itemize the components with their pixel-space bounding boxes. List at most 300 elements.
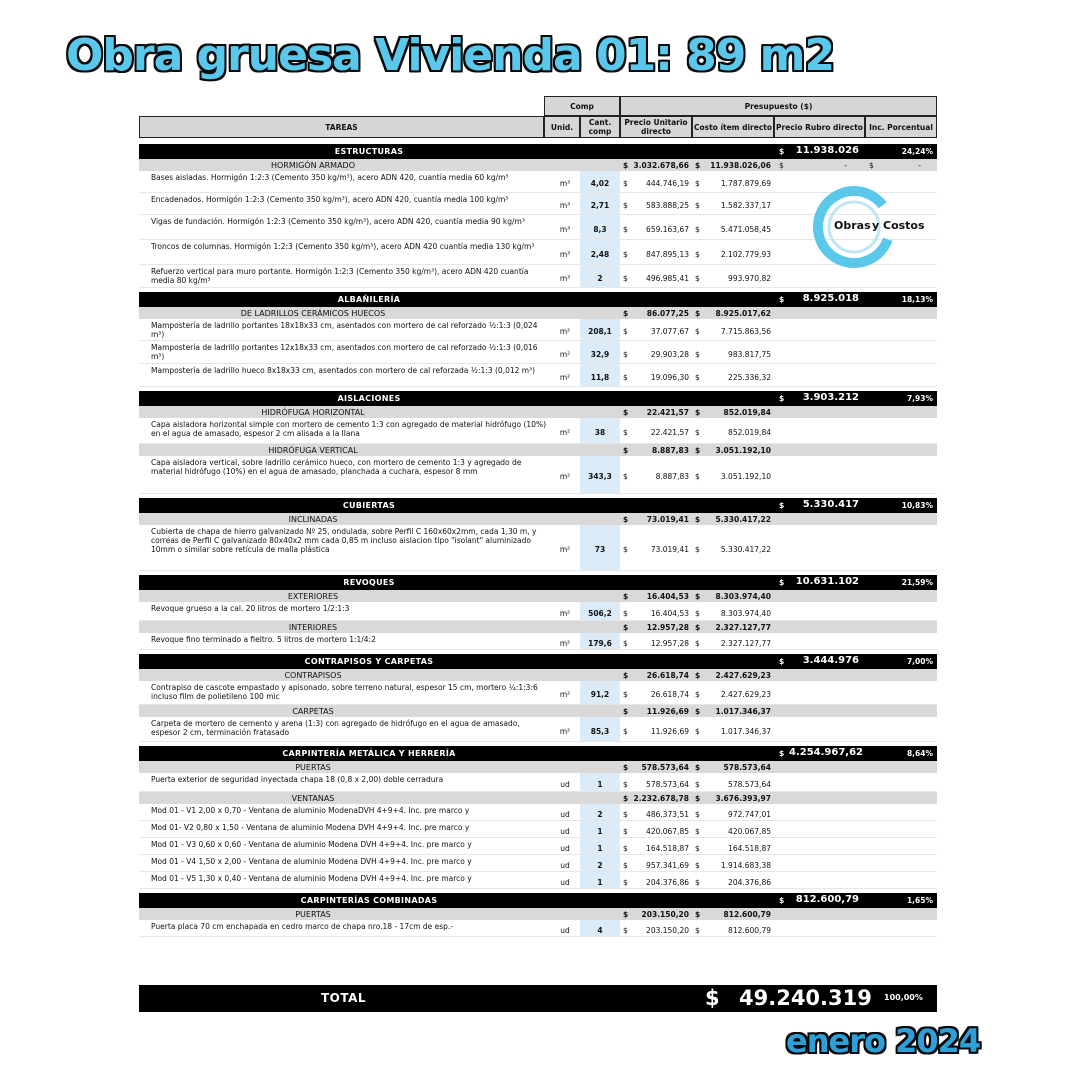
section-row [139, 746, 937, 761]
currency-symbol: $ [623, 926, 628, 935]
currency-symbol: $ [623, 794, 629, 803]
task-description: Mod 01 - V1 2,00 x 0,70 - Ventana de aluminio ModenaDVH 4+9+4. Inc. pre marco y [151, 806, 470, 815]
task-description: Contrapiso de cascote empastado y apisonado, sobre terreno natural, espesor 15 cm, mortero ¼:1:3:6 incluso film de polietileno 100 mic [151, 683, 538, 701]
unit: m² [559, 350, 571, 359]
currency-symbol: $ [623, 707, 629, 716]
item-cost: 7.715.863,56 [720, 327, 771, 336]
currency-symbol: $ [779, 749, 785, 758]
table-header [139, 96, 937, 144]
currency-symbol: $ [623, 878, 628, 887]
unit: m² [559, 690, 571, 699]
currency-symbol: $ [623, 250, 628, 259]
currency-symbol: $ [623, 428, 628, 437]
currency-symbol: $ [695, 274, 700, 283]
task-description: Puerta placa 70 cm enchapada en cedro marco de chapa nro.18 - 17cm de esp.- [151, 922, 454, 931]
group-unit-price: 26.618,74 [646, 671, 689, 680]
group-row [139, 307, 937, 319]
currency-symbol: $ [695, 827, 700, 836]
quantity: 1 [597, 780, 603, 789]
unit: ud [560, 861, 570, 870]
currency-symbol: $ [695, 671, 701, 680]
group-item-cost: 812.600,79 [723, 910, 771, 919]
page-title: Obra gruesa Vivienda 01: 89 m2 [66, 30, 835, 81]
currency-symbol: $ [695, 428, 700, 437]
section-row [139, 391, 937, 406]
task-description: Cubierta de chapa de hierro galvanizado Nº 25, ondulada, sobre Perfil C 160x60x2mm, cada 1,30 m, y correas de Perfil C galvanizado 80x40x2 mm cada 0,85 m incluso aislacion tipo "isolant" aluminizado 10mm o similar sobre retícula de malla plástica [151, 527, 537, 554]
group-name: DE LADRILLOS CERÁMICOS HUECOS [240, 309, 386, 318]
unit: ud [560, 926, 570, 935]
quantity: 179,6 [588, 639, 612, 648]
unit-price: 29.903,28 [650, 350, 689, 359]
unit: m³ [559, 201, 571, 210]
currency-symbol: $ [623, 446, 629, 455]
currency-symbol: $ [623, 910, 629, 919]
section-row [139, 654, 937, 669]
table-row [139, 821, 937, 838]
currency-symbol: $ [695, 472, 700, 481]
group-pct: - [918, 161, 921, 170]
group-unit-price: 2.232.678,78 [633, 794, 689, 803]
item-cost: 2.102.779,93 [720, 250, 771, 259]
total-pct: 100,00% [884, 993, 923, 1002]
currency-symbol: $ [695, 179, 700, 188]
group-name: VENTANAS [291, 794, 335, 803]
group-name: PUERTAS [295, 763, 331, 772]
group-item-cost: 11.938.026,06 [710, 161, 771, 170]
item-cost: 2.427.629,23 [720, 690, 771, 699]
unit: m² [559, 727, 571, 736]
task-description: Puerta exterior de seguridad inyectada chapa 18 (0,8 x 2,00) doble cerradura [151, 775, 444, 784]
unit-price: 659.163,67 [646, 225, 689, 234]
group-unit-price: 22.421,57 [646, 408, 689, 417]
currency-symbol: $ [623, 727, 628, 736]
item-cost: 204.376,86 [728, 878, 771, 887]
unit-price: 16.404,53 [650, 609, 689, 618]
currency-symbol: $ [779, 147, 785, 156]
section-row [139, 575, 937, 590]
task-description: Revoque grueso a la cal. 20 litros de mortero 1/2:1:3 [151, 604, 350, 613]
quantity: 2 [597, 861, 603, 870]
unit: m³ [559, 179, 571, 188]
unit: m³ [559, 225, 571, 234]
task-description: Carpeta de mortero de cemento y arena (1:3) con agregado de hidrófugo en el agua de amasado, espesor 2 cm, terminación fratasado [151, 719, 520, 737]
quantity: 2,48 [590, 250, 610, 259]
task-description: Mod 01 - V4 1,50 x 2,00 - Ventana de aluminio Modena DVH 4+9+4. Inc. pre marco y [151, 857, 472, 866]
currency-symbol: $ [623, 671, 629, 680]
unit-price: 8.887,83 [655, 472, 689, 481]
currency-symbol: $ [695, 201, 700, 210]
unit: ud [560, 844, 570, 853]
unit-price: 578.573,64 [646, 780, 689, 789]
group-unit-price: 73.019,41 [646, 515, 689, 524]
group-item-cost: 8.925.017,62 [715, 309, 771, 318]
header-unid: Unid. [544, 116, 580, 138]
quantity: 506,2 [588, 609, 612, 618]
header-precio-rubro: Precio Rubro directo [774, 116, 865, 138]
currency-symbol: $ [695, 225, 700, 234]
table-row [139, 319, 937, 341]
table-row [139, 717, 937, 742]
currency-symbol: $ [623, 639, 628, 648]
section-row [139, 292, 937, 307]
task-description: Capa aisladora vertical, sobre ladrillo cerámico hueco, con mortero de cemento 1:3 y agregado de material hidrófugo (10%) en el agua de amasado, planchada a cuchara, espesor 8 mm [151, 458, 522, 476]
currency-symbol: $ [695, 161, 701, 170]
group-item-cost: 2.427.629,23 [715, 671, 771, 680]
header-comp: Comp [544, 96, 620, 116]
table-row [139, 681, 937, 705]
currency-symbol: $ [869, 161, 874, 170]
quantity: 1 [597, 844, 603, 853]
quantity: 4,02 [590, 179, 610, 188]
group-item-cost: 578.573,64 [723, 763, 771, 772]
group-unit-price: 11.926,69 [646, 707, 689, 716]
currency-symbol: $ [695, 545, 700, 554]
currency-symbol: $ [623, 408, 629, 417]
group-item-cost: 1.017.346,37 [715, 707, 771, 716]
group-item-cost: 3.676.393,97 [715, 794, 771, 803]
group-row [139, 621, 937, 633]
unit-price: 486.373,51 [646, 810, 689, 819]
group-row [139, 159, 937, 171]
item-cost: 1.582.337,17 [720, 201, 771, 210]
task-description: Mampostería de ladrillo hueco 8x18x33 cm, asentados con mortero de cal reforzada ½:1:3 (0,012 m³) [151, 366, 536, 375]
unit: m³ [559, 250, 571, 259]
item-cost: 225.336,32 [728, 373, 771, 382]
task-description: Refuerzo vertical para muro portante. Hormigón 1:2:3 (Cemento 350 kg/m³), acero ADN 420 cuantía media 80 kg/m³ [151, 267, 529, 285]
unit: ud [560, 810, 570, 819]
currency-symbol: $ [623, 179, 628, 188]
unit-price: 73.019,41 [650, 545, 689, 554]
currency-symbol: $ [623, 844, 628, 853]
header-costo-item: Costo ítem directo [692, 116, 774, 138]
group-name: INCLINADAS [288, 515, 338, 524]
report-date: enero 2024 [786, 1022, 981, 1060]
quantity: 2 [597, 810, 603, 819]
currency-symbol: $ [623, 350, 628, 359]
obras-y-costos-logo [812, 185, 925, 269]
quantity: 208,1 [588, 327, 612, 336]
unit-price: 203.150,20 [646, 926, 689, 935]
currency-symbol: $ [623, 780, 628, 789]
section-name: ESTRUCTURAS [334, 147, 404, 156]
quantity: 4 [597, 926, 603, 935]
currency-symbol: $ [623, 827, 628, 836]
group-unit-price: 8.887,83 [651, 446, 689, 455]
currency-symbol: $ [695, 878, 700, 887]
table-row [139, 341, 937, 364]
currency-symbol: $ [695, 727, 700, 736]
currency-symbol: $ [695, 780, 700, 789]
group-row [139, 908, 937, 920]
task-description: Encadenados. Hormigón 1:2:3 (Cemento 350 kg/m³), acero ADN 420, cuantía media 100 kg/m³ [151, 195, 509, 204]
section-total: 11.938.026 [795, 145, 859, 156]
currency-symbol: $ [695, 609, 700, 618]
group-item-cost: 8.303.974,40 [715, 592, 771, 601]
unit: m² [559, 639, 571, 648]
group-name: PUERTAS [295, 910, 331, 919]
currency-symbol: $ [695, 592, 701, 601]
currency-symbol: $ [779, 501, 785, 510]
currency-symbol: $ [695, 350, 700, 359]
total-label: TOTAL [321, 991, 367, 1005]
quantity: 85,3 [590, 727, 610, 736]
group-name: HIDRÓFUGA HORIZONTAL [261, 408, 365, 417]
section-pct: 8,64% [906, 749, 933, 758]
table-row [139, 525, 937, 571]
currency-symbol: $ [695, 408, 701, 417]
quantity: 73 [594, 545, 606, 554]
group-name: HORMIGÓN ARMADO [270, 161, 356, 170]
group-item-cost: 3.051.192,10 [715, 446, 771, 455]
unit: m² [559, 472, 571, 481]
section-name: ALBAÑILERÍA [337, 295, 401, 304]
item-cost: 420.067,85 [728, 827, 771, 836]
group-item-cost: 2.327.127,77 [715, 623, 771, 632]
header-inc-porcentual: Inc. Porcentual [865, 116, 937, 138]
item-cost: 5.330.417,22 [720, 545, 771, 554]
section-total: 3.903.212 [802, 392, 859, 403]
unit-price: 496.985,41 [646, 274, 689, 283]
section-row [139, 498, 937, 513]
item-cost: 578.573,64 [728, 780, 771, 789]
item-cost: 5.471.058,45 [720, 225, 771, 234]
group-unit-price: 578.573,64 [641, 763, 689, 772]
group-rubro-price: - [844, 161, 847, 170]
section-name: CARPINTERÍAS COMBINADAS [300, 896, 438, 905]
unit: m² [559, 327, 571, 336]
section-row [139, 893, 937, 908]
group-unit-price: 86.077,25 [646, 309, 689, 318]
group-name: CONTRAPISOS [284, 671, 342, 680]
item-cost: 1.914.683,38 [720, 861, 771, 870]
currency-symbol: $ [695, 763, 701, 772]
currency-symbol: $ [779, 295, 785, 304]
currency-symbol: $ [623, 161, 629, 170]
currency-symbol: $ [695, 707, 701, 716]
table-row [139, 838, 937, 855]
unit: ud [560, 780, 570, 789]
currency-symbol: $ [623, 373, 628, 382]
unit-price: 22.421,57 [650, 428, 689, 437]
group-item-cost: 5.330.417,22 [715, 515, 771, 524]
unit: m³ [559, 274, 571, 283]
item-cost: 2.327.127,77 [720, 639, 771, 648]
currency-symbol: $ [623, 623, 629, 632]
currency-symbol: $ [623, 225, 628, 234]
item-cost: 3.051.192,10 [720, 472, 771, 481]
quantity: 32,9 [590, 350, 610, 359]
currency-symbol: $ [695, 327, 700, 336]
currency-symbol: $ [623, 274, 628, 283]
currency-symbol: $ [623, 861, 628, 870]
currency-symbol: $ [695, 844, 700, 853]
quantity: 11,8 [590, 373, 610, 382]
unit-price: 26.618,74 [650, 690, 689, 699]
unit-price: 12.957,28 [650, 639, 689, 648]
unit: m² [559, 428, 571, 437]
item-cost: 1.017.346,37 [720, 727, 771, 736]
task-description: Mod 01- V2 0,80 x 1,50 - Ventana de aluminio Modena DVH 4+9+4. Inc. pre marco y [151, 823, 470, 832]
quantity: 1 [597, 878, 603, 887]
task-description: Mod 01 - V5 1,30 x 0,40 - Ventana de aluminio Modena DVH 4+9+4. Inc. pre marco y [151, 874, 472, 883]
group-name: CARPETAS [292, 707, 334, 716]
quantity: 2,71 [590, 201, 610, 210]
section-total: 5.330.417 [802, 499, 859, 510]
currency-symbol: $ [695, 794, 701, 803]
currency-symbol: $ [695, 446, 701, 455]
group-row [139, 761, 937, 773]
unit-price: 420.067,85 [646, 827, 689, 836]
currency-symbol: $ [779, 161, 784, 170]
table-row [139, 633, 937, 650]
currency-symbol: $ [695, 515, 701, 524]
group-row [139, 705, 937, 717]
section-total: 8.925.018 [802, 293, 859, 304]
total-row [139, 985, 937, 1012]
group-unit-price: 203.150,20 [641, 910, 689, 919]
section-name: CONTRAPISOS Y CARPETAS [304, 657, 434, 666]
header-tareas: TAREAS [139, 116, 544, 138]
section-total: 812.600,79 [795, 894, 859, 905]
item-cost: 993.970,82 [728, 274, 771, 283]
unit-price: 11.926,69 [650, 727, 689, 736]
currency-symbol: $ [695, 250, 700, 259]
table-row [139, 855, 937, 872]
quantity: 343,3 [588, 472, 612, 481]
unit-price: 847.895,13 [646, 250, 689, 259]
table-row [139, 456, 937, 494]
quantity: 91,2 [590, 690, 610, 699]
unit-price: 957.341,69 [646, 861, 689, 870]
unit: m² [559, 545, 571, 554]
currency-symbol: $ [623, 810, 628, 819]
quantity: 2 [597, 274, 603, 283]
total-value: 49.240.319 [739, 986, 872, 1010]
unit-price: 164.518,87 [646, 844, 689, 853]
header-presupuesto: Presupuesto ($) [620, 96, 937, 116]
group-row [139, 406, 937, 418]
unit-price: 583.888,25 [646, 201, 689, 210]
item-cost: 8.303.974,40 [720, 609, 771, 618]
currency-symbol: $ [623, 545, 628, 554]
task-description: Mampostería de ladrillo portantes 18x18x33 cm, asentados con mortero de cal reforzado ½:1:3 (0,024 m³) [151, 321, 538, 339]
unit: ud [560, 827, 570, 836]
currency-symbol: $ [695, 373, 700, 382]
currency-symbol: $ [623, 327, 628, 336]
group-unit-price: 12.957,28 [646, 623, 689, 632]
header-cant-comp: Cant. comp [580, 116, 620, 138]
task-description: Mampostería de ladrillo portantes 12x18x33 cm, asentados con mortero de cal reforzado ½:1:3 (0,016 m³) [151, 343, 538, 361]
currency-symbol: $ [695, 639, 700, 648]
group-row [139, 590, 937, 602]
currency-symbol: $ [623, 609, 628, 618]
currency-symbol: $ [623, 690, 628, 699]
currency-symbol: $ [779, 657, 785, 666]
quantity: 1 [597, 827, 603, 836]
table-row [139, 804, 937, 821]
unit: m² [559, 609, 571, 618]
task-description: Bases aisladas. Hormigón 1:2:3 (Cemento 350 kg/m³), acero ADN 420, cuantía media 60 kg/m³ [151, 173, 509, 182]
section-row [139, 144, 937, 159]
unit: m² [559, 373, 571, 382]
task-description: Vigas de fundación. Hormigón 1:2:3 (Cemento 350 kg/m³), acero ADN 420, cuantía media 90 kg/m³ [151, 217, 525, 226]
group-unit-price: 16.404,53 [646, 592, 689, 601]
section-total: 3.444.976 [802, 655, 859, 666]
currency-symbol: $ [623, 472, 628, 481]
section-pct: 1,65% [906, 896, 933, 905]
group-row [139, 513, 937, 525]
logo-text-obras: Obras [834, 219, 871, 232]
task-description: Capa aisladora horizontal simple con mortero de cemento 1:3 con agregado de material hidrófugo (10%) en el agua de amasado, espesor 2 cm alisada a la llana [151, 420, 547, 438]
group-name: INTERIORES [288, 623, 338, 632]
logo-text-costos: y Costos [872, 219, 925, 232]
section-name: REVOQUES [343, 578, 395, 587]
section-name: CUBIERTAS [342, 501, 396, 510]
table-row [139, 364, 937, 387]
group-row [139, 669, 937, 681]
section-total: 4.254.967,62 [789, 747, 864, 758]
table-row [139, 773, 937, 792]
header-precio-unitario: Precio Unitario directo [620, 116, 692, 138]
group-row [139, 792, 937, 804]
currency-symbol: $ [779, 394, 785, 403]
currency-symbol: $ [695, 309, 701, 318]
group-item-cost: 852.019,84 [723, 408, 771, 417]
table-row [139, 920, 937, 937]
table-row [139, 602, 937, 621]
item-cost: 972.747,01 [728, 810, 771, 819]
item-cost: 1.787.879,69 [720, 179, 771, 188]
unit-price: 204.376,86 [646, 878, 689, 887]
item-cost: 852.019,84 [728, 428, 771, 437]
currency-symbol: $ [623, 515, 629, 524]
currency-symbol: $ [695, 910, 701, 919]
section-name: AISLACIONES [337, 394, 401, 403]
group-unit-price: 3.032.678,66 [633, 161, 689, 170]
item-cost: 812.600,79 [728, 926, 771, 935]
currency-symbol: $ [695, 623, 701, 632]
item-cost: 164.518,87 [728, 844, 771, 853]
group-name: HIDRÓFUGA VERTICAL [268, 446, 358, 455]
quantity: 8,3 [593, 225, 607, 234]
table-row [139, 418, 937, 444]
currency-symbol: $ [623, 309, 629, 318]
unit-price: 19.096,30 [650, 373, 689, 382]
section-name: CARPINTERÍA METÁLICA Y HERRERÍA [282, 749, 456, 758]
unit: ud [560, 878, 570, 887]
item-cost: 983.817,75 [728, 350, 771, 359]
section-pct: 18,13% [901, 295, 933, 304]
currency-symbol: $ [779, 896, 785, 905]
table-row [139, 872, 937, 889]
section-pct: 10,83% [901, 501, 933, 510]
currency-symbol: $ [695, 861, 700, 870]
section-pct: 21,59% [901, 578, 933, 587]
currency-symbol: $ [695, 810, 700, 819]
task-description: Mod 01 - V3 0,60 x 0,60 - Ventana de aluminio Modena DVH 4+9+4. Inc. pre marco y [151, 840, 472, 849]
quantity: 38 [594, 428, 606, 437]
currency-symbol: $ [695, 926, 700, 935]
group-name: EXTERIORES [287, 592, 339, 601]
unit-price: 444.746,19 [646, 179, 689, 188]
currency-symbol: $ [623, 763, 629, 772]
currency-symbol: $ [695, 690, 700, 699]
section-pct: 7,93% [906, 394, 933, 403]
group-row [139, 444, 937, 456]
section-pct: 24,24% [901, 147, 933, 156]
currency-symbol: $ [623, 592, 629, 601]
currency-symbol: $ [779, 578, 785, 587]
